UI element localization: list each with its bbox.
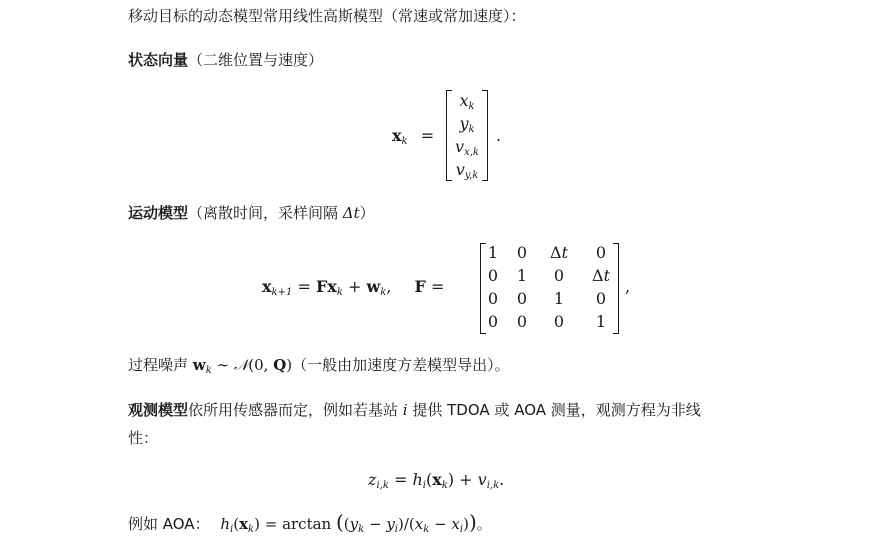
noise-post: （一般由加速度方差模型导出）。 [292, 356, 510, 374]
motion-note-post: ） [359, 204, 375, 222]
aoa-formula: $h_i(x_k) = \arctan ((y_k - y_i)/(x_k - x_i))$ [220, 510, 477, 535]
matrix-cell-2-0: 0 [487, 289, 499, 308]
matrix-cell-2-1: 0 [516, 289, 528, 308]
aoa-post: 。 [476, 515, 492, 533]
state-equation: $x_k$ = [392, 126, 435, 147]
matrix-cell-0-1: 0 [516, 243, 528, 262]
state-lhs-sub: k [401, 136, 408, 147]
aoa-pre: 例如 AOA： [128, 515, 210, 533]
matrix-cell-3-2: 0 [553, 312, 565, 331]
noise-line [128, 355, 510, 375]
matrix-cell-1-0: 0 [487, 266, 499, 285]
matrix-cell-0-2: Δt [550, 243, 568, 262]
matrix-cell-3-1: 0 [516, 312, 528, 331]
matrix-cell-3-0: 0 [487, 312, 499, 331]
intro-text: 移动目标的动态模型常用线性高斯模型（常速或常加速度）： [128, 7, 526, 25]
state-elem-3: $v_{y,k}$ [455, 160, 479, 181]
state-period: . [496, 126, 502, 145]
state-elem-0: $x_k$ [459, 91, 475, 112]
matrix-cell-1-2: 0 [553, 266, 565, 285]
obs-line-1 [128, 400, 701, 420]
observation-equation: $z_{i,k} = h_i(x_k) + v_{i,k}$. [368, 470, 505, 491]
obs-text-1: 依所用传感器而定，例如若基站 [188, 401, 403, 419]
motion-heading: 运动模型 [128, 204, 189, 222]
aoa-line [128, 512, 492, 534]
matrix-cell-3-3: 1 [595, 312, 607, 331]
obs-index-i: i [402, 401, 408, 419]
noise-pre: 过程噪声 [128, 356, 193, 374]
delta-t-symbol: Δt [342, 204, 360, 222]
matrix-cell-1-1: 1 [516, 266, 528, 285]
obs-line-2: 性： [128, 429, 159, 447]
state-note: （二维位置与速度） [188, 51, 324, 69]
state-heading: 状态向量 [128, 51, 189, 69]
state-lhs: x [392, 126, 402, 145]
matrix-cell-2-3: 0 [595, 289, 607, 308]
obs-heading: 观测模型 [128, 401, 189, 419]
obs-text-2: 提供 TDOA 或 AOA 测量，观测方程为非线 [407, 401, 701, 419]
matrix-comma: , [625, 277, 631, 296]
noise-formula: $w_k$ ∼ 𝒩(0, Q) [192, 356, 293, 376]
state-heading-line [128, 50, 323, 70]
motion-heading-line [128, 203, 375, 223]
motion-note-pre: （离散时间，采样间隔 [188, 204, 343, 222]
motion-equation: $x_{k+1} = Fx_k + w_k$, F = [262, 277, 445, 298]
matrix-cell-0-0: 1 [487, 243, 499, 262]
matrix-cell-1-3: Δt [592, 266, 610, 285]
state-elem-2: $v_{x,k}$ [455, 137, 479, 158]
state-elem-1: $y_k$ [459, 114, 475, 135]
matrix-cell-2-2: 1 [553, 289, 565, 308]
matrix-cell-0-3: 0 [595, 243, 607, 262]
